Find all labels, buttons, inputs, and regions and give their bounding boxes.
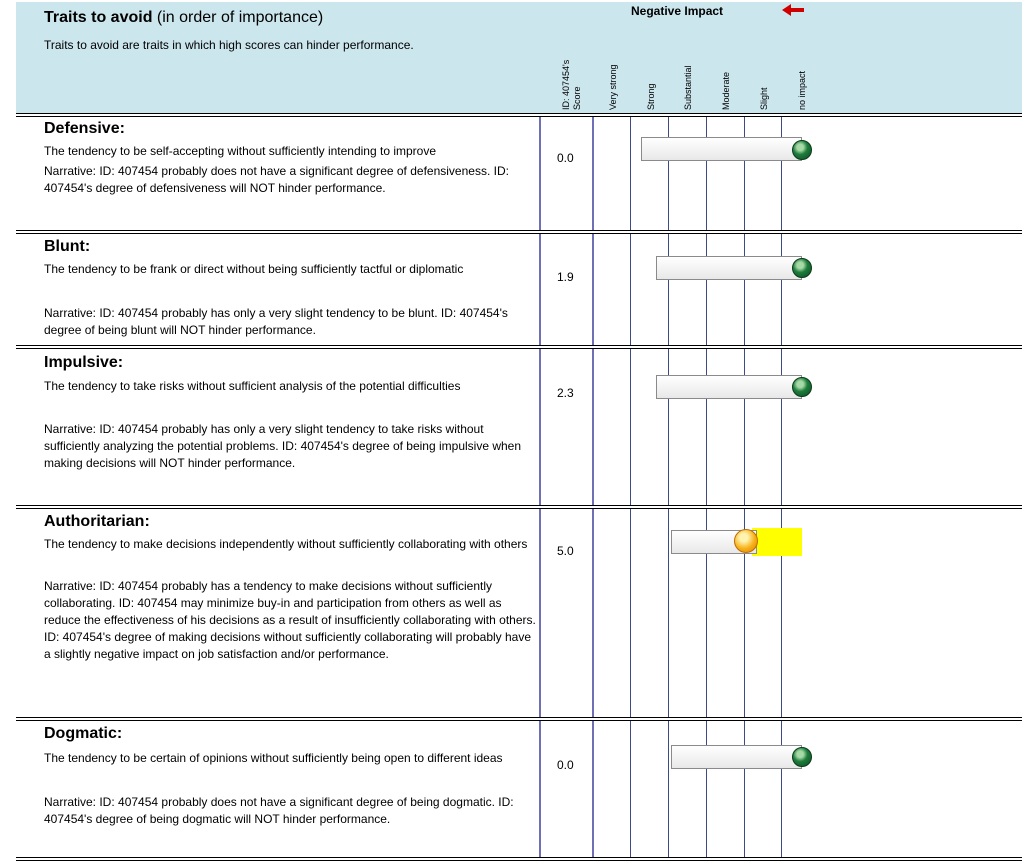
trait-score: 1.9: [557, 270, 574, 284]
trait-score: 0.0: [557, 758, 574, 772]
trait-definition: The tendency to be certain of opinions without sufficiently being open to different ideas: [44, 751, 503, 765]
trait-name: Dogmatic:: [44, 725, 123, 742]
trait-name: Blunt:: [44, 238, 91, 255]
page-title: Traits to avoid (in order of importance): [44, 9, 324, 26]
negative-impact-label: Negative Impact: [631, 4, 724, 18]
trait-narrative: Narrative: ID: 407454 probably does not have a significant degree of defensiveness. ID: 407454's degree of defensiveness will NOT hinder performance.: [44, 164, 509, 195]
impact-bar: [656, 256, 802, 280]
column-header-slight: Slight: [759, 87, 769, 110]
trait-name: Impulsive:: [44, 354, 124, 371]
trait-name: Authoritarian:: [44, 513, 150, 530]
column-header-strong: Strong: [646, 83, 656, 110]
row-separator: [16, 505, 1022, 509]
impact-highlight: [752, 528, 802, 556]
row-separator: [16, 113, 1022, 117]
trait-definition: The tendency to make decisions independently without sufficiently collaborating with others: [44, 537, 528, 551]
trait-narrative: Narrative: ID: 407454 probably has only a very slight tendency to be blunt. ID: 407454's degree of being blunt will NOT hinder performance.: [44, 306, 508, 337]
trait-definition: The tendency to be frank or direct without being sufficiently tactful or diplomatic: [44, 262, 464, 276]
trait-narrative: Narrative: ID: 407454 probably has only a very slight tendency to take risks without sufficiently analyzing the potential problems. ID: 407454's degree of being impulsive when making decisions will NOT hinder performance.: [44, 422, 522, 470]
trait-definition: The tendency to take risks without sufficient analysis of the potential difficulties: [44, 379, 461, 393]
page-subtitle: Traits to avoid are traits in which high scores can hinder performance.: [44, 38, 414, 52]
impact-bar: [641, 137, 802, 161]
trait-score: 0.0: [557, 151, 574, 165]
left-arrow-icon: [780, 2, 806, 18]
score-column-header-line2: Score: [572, 86, 582, 110]
row-separator: [16, 717, 1022, 721]
trait-narrative: Narrative: ID: 407454 probably does not have a significant degree of being dogmatic. ID: 407454's degree of being dogmatic will NOT hinder performance.: [44, 795, 514, 826]
trait-name: Defensive:: [44, 120, 125, 137]
green-dot-icon: [792, 258, 812, 278]
trait-narrative: Narrative: ID: 407454 probably has a tendency to make decisions without sufficiently collaborating. ID: 407454 may minimize buy-in and participation from others as well as reduce the effectiveness of his decisions as a result of insufficiently collaborating with others. ID: 407454's degree of making decisions without sufficiently collaborating will probably have a slightly negative impact on job satisfaction and/or performance.: [44, 579, 536, 661]
column-header-moderate: Moderate: [721, 71, 731, 110]
score-column-left-border: [539, 114, 541, 860]
grid-line: [668, 114, 669, 860]
trait-score: 5.0: [557, 544, 574, 558]
green-dot-icon: [792, 377, 812, 397]
column-header-substantial: Substantial: [683, 65, 693, 110]
impact-bar: [656, 375, 802, 399]
green-dot-icon: [792, 140, 812, 160]
column-header-no-impact: no impact: [797, 70, 807, 110]
column-header-very-strong: Very strong: [608, 64, 618, 110]
trait-definition: The tendency to be self-accepting without sufficiently intending to improve: [44, 144, 437, 158]
score-column-header-line1: ID: 407454's: [561, 59, 571, 110]
score-column-right-border: [592, 114, 594, 860]
orange-dot-icon: [734, 529, 758, 553]
row-separator: [16, 230, 1022, 234]
row-separator: [16, 345, 1022, 349]
grid-line: [630, 114, 631, 860]
trait-score: 2.3: [557, 386, 574, 400]
green-dot-icon: [792, 747, 812, 767]
row-separator: [16, 857, 1022, 861]
impact-bar: [671, 745, 802, 769]
